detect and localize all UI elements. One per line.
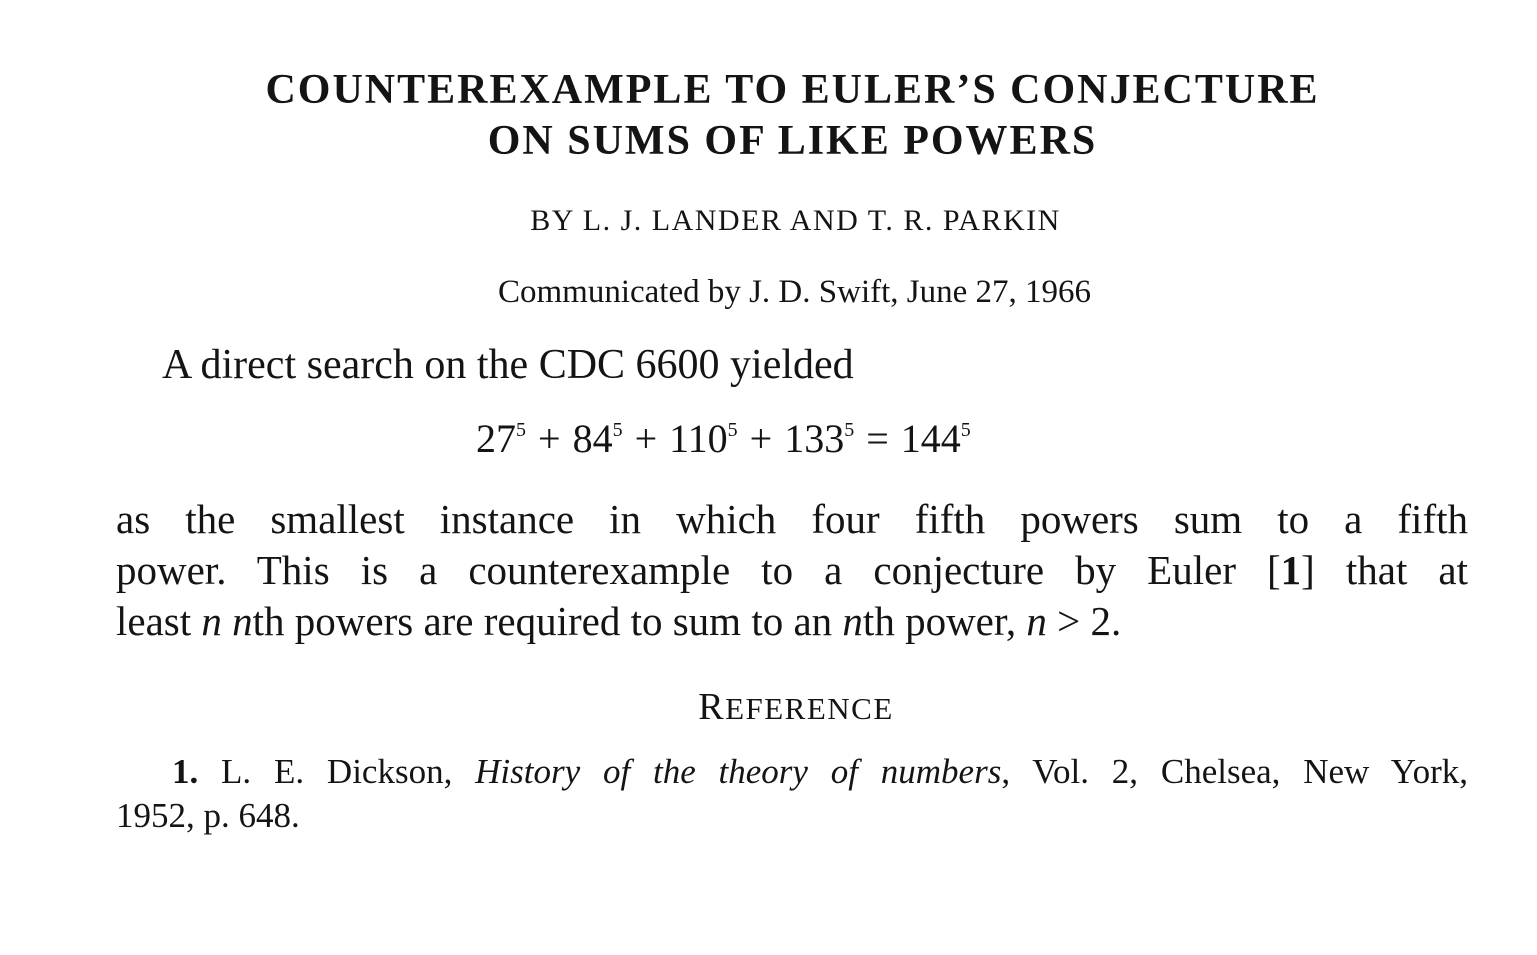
math-var-n: n [1026, 598, 1047, 644]
body-text-line-3: least n nth powers are required to sum to an nth power, n > 2. [116, 598, 1122, 644]
equals-sign: = [866, 416, 889, 461]
equation-term-3: $110^5$ [669, 416, 738, 461]
equation-term-2: $84^5$ [572, 416, 623, 461]
reference-index: 1. [172, 752, 199, 791]
paper-title-line-2: ON SUMS OF LIKE POWERS [487, 118, 1098, 164]
communicated-line: Communicated by J. D. Swift, June 27, 1966 [497, 274, 1092, 310]
citation-number[interactable]: 1 [1280, 547, 1302, 593]
intro-sentence: A direct search on the CDC 6600 yielded [162, 342, 854, 388]
math-var-n: n [232, 598, 253, 644]
equation-result: $144^5$ [900, 416, 971, 461]
plus-sign: + [749, 416, 773, 461]
equation-term-4: $133^5$ [784, 416, 855, 461]
equation-term-1: $27^5$ [476, 416, 526, 461]
display-equation [476, 414, 971, 464]
body-text-line-2: power. This is a counterexample to a conjecture by Euler [1] that at [116, 547, 1468, 593]
math-var-n: n [201, 598, 222, 644]
reference-work-title: History of the theory of numbers [475, 752, 1002, 791]
reference-heading: REFERENCE [698, 686, 894, 728]
body-text-line-1: as the smallest instance in which four fifth powers sum to a fifth [116, 496, 1468, 542]
plus-sign: + [538, 416, 561, 461]
reference-item-1-continuation: 1952, p. 648. [116, 796, 300, 835]
plus-sign: + [634, 416, 658, 461]
math-var-n: n [842, 598, 863, 644]
paper-title-line-1: COUNTEREXAMPLE TO EULER’S CONJECTURE [265, 67, 1320, 113]
reference-item-1: 1. L. E. Dickson, History of the theory of numbers, Vol. 2, Chelsea, New York, [172, 752, 1468, 791]
author-byline: BY L. J. LANDER AND T. R. PARKIN [530, 204, 1061, 237]
